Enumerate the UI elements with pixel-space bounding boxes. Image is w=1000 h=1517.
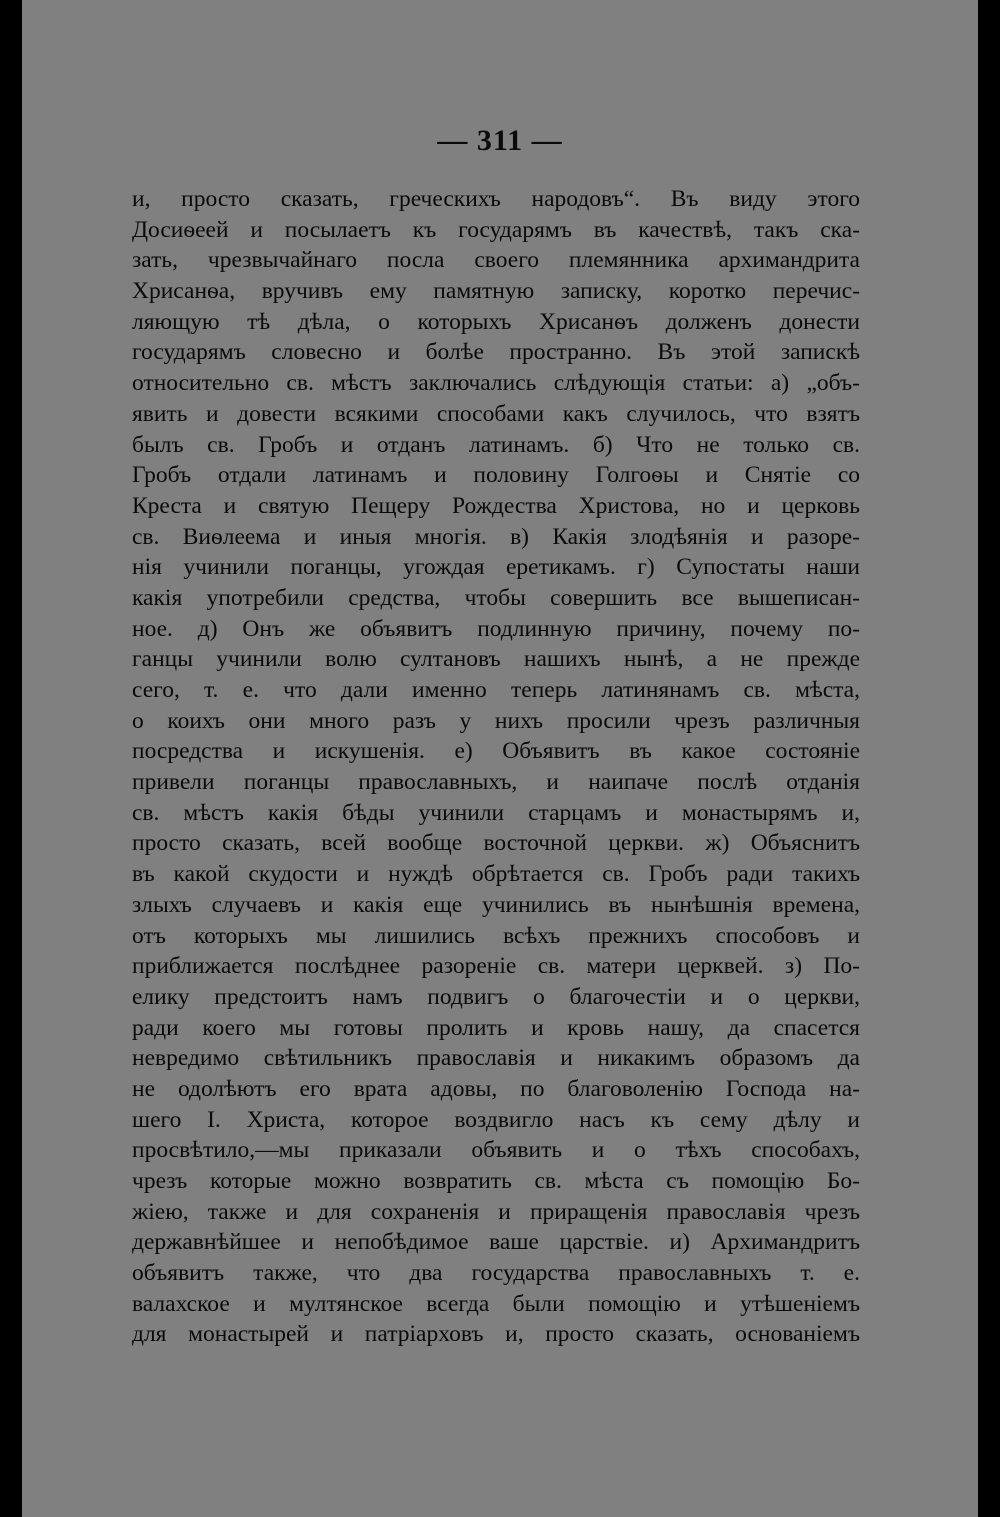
- text-line: державнѣйшее и непобѣдимое ваше царствіе. и) Архимандритъ: [132, 1229, 860, 1256]
- text-line: невредимо свѣтильникъ православія и никакимъ образомъ да: [132, 1045, 860, 1072]
- text-line: нія учинили поганцы, угождая еретикамъ. г) Супостаты наши: [132, 554, 860, 581]
- text-line: зать, чрезвычайнаго посла своего племянника архимандрита: [132, 247, 860, 274]
- text-line: ное. д) Онъ же объявитъ подлинную причину, почему по-: [132, 615, 860, 642]
- text-line: злыхъ случаевъ и какія еще учинились въ нынѣшнія времена,: [132, 891, 860, 918]
- text-line: елику предстоитъ намъ подвигъ о благочестіи и о церкви,: [132, 983, 860, 1010]
- text-line: о коихъ они много разъ у нихъ просили чрезъ различныя: [132, 707, 860, 734]
- body-text: [132, 184, 860, 1350]
- text-line: просвѣтило,—мы приказали объявить и о тѣхъ способахъ,: [132, 1137, 860, 1164]
- text-line: относительно св. мѣстъ заключались слѣдующія статьи: а) „объ-: [132, 370, 860, 397]
- text-line: посредства и искушенія. е) Объявитъ въ какое состояніе: [132, 738, 860, 765]
- text-line: чрезъ которые можно возвратить св. мѣста съ помощію Бо-: [132, 1168, 860, 1194]
- text-line: государямъ словесно и болѣе пространно. Въ этой запискѣ: [132, 339, 860, 366]
- text-line: явить и довести всякими способами какъ случилось, что взятъ: [132, 400, 860, 427]
- text-line: приближается послѣднее разореніе св. матери церквей. з) По-: [132, 953, 860, 980]
- text-line: привели поганцы православныхъ, и наипаче послѣ отданія: [132, 769, 860, 796]
- text-line: не одолѣютъ его врата адовы, по благоволенію Господа на-: [132, 1075, 860, 1102]
- text-line: Креста и святую Пещеру Рождества Христова, но и церковь: [132, 492, 860, 519]
- text-line: и, просто сказать, греческихъ народовъ“. Въ виду этого: [132, 186, 860, 212]
- text-line: валахское и мултянское всегда были помощію и утѣшеніемъ: [132, 1290, 860, 1317]
- book-page: [22, 0, 978, 1517]
- text-line: отъ которыхъ мы лишились всѣхъ прежнихъ способовъ и: [132, 922, 860, 949]
- text-line: просто сказать, всей вообще восточной церкви. ж) Объяснитъ: [132, 830, 860, 857]
- text-line: какія употребили средства, чтобы совершить все вышеписан-: [132, 584, 860, 611]
- text-line: въ какой скудости и нуждѣ обрѣтается св. Гробъ ради такихъ: [132, 861, 860, 888]
- page-number: — 311 —: [437, 124, 563, 157]
- text-line: Хрисанѳа, вручивъ ему памятную записку, коротко перечис-: [132, 278, 860, 305]
- text-line: былъ св. Гробъ и отданъ латинамъ. б) Что не только св.: [132, 431, 860, 458]
- text-line: жіею, также и для сохраненія и приращенія православія чрезъ: [132, 1198, 860, 1225]
- text-line: св. Виѳлеема и иныя многія. в) Какія злодѣянія и разоре-: [132, 523, 860, 550]
- text-line: для монастырей и патріарховъ и, просто сказать, основаніемъ: [132, 1321, 860, 1348]
- text-line: св. мѣстъ какія бѣды учинили старцамъ и монастырямъ и,: [132, 799, 860, 826]
- text-line: сего, т. е. что дали именно теперь латинянамъ св. мѣста,: [132, 677, 860, 703]
- text-line: Гробъ отдали латинамъ и половину Голгоѳы и Снятіе со: [132, 462, 860, 489]
- text-line: ляющую тѣ дѣла, о которыхъ Хрисанѳъ долженъ донести: [132, 308, 860, 335]
- text-line: ганцы учинили волю султановъ нашихъ нынѣ, а не прежде: [132, 646, 860, 673]
- text-line: Досиѳеей и посылаетъ къ государямъ въ качествѣ, такъ ска-: [132, 216, 860, 243]
- text-line: объявитъ также, что два государства православныхъ т. е.: [132, 1260, 860, 1287]
- text-line: ради коего мы готовы пролить и кровь нашу, да спасется: [132, 1014, 860, 1041]
- text-line: шего І. Христа, которое воздвигло насъ къ сему дѣлу и: [132, 1106, 860, 1133]
